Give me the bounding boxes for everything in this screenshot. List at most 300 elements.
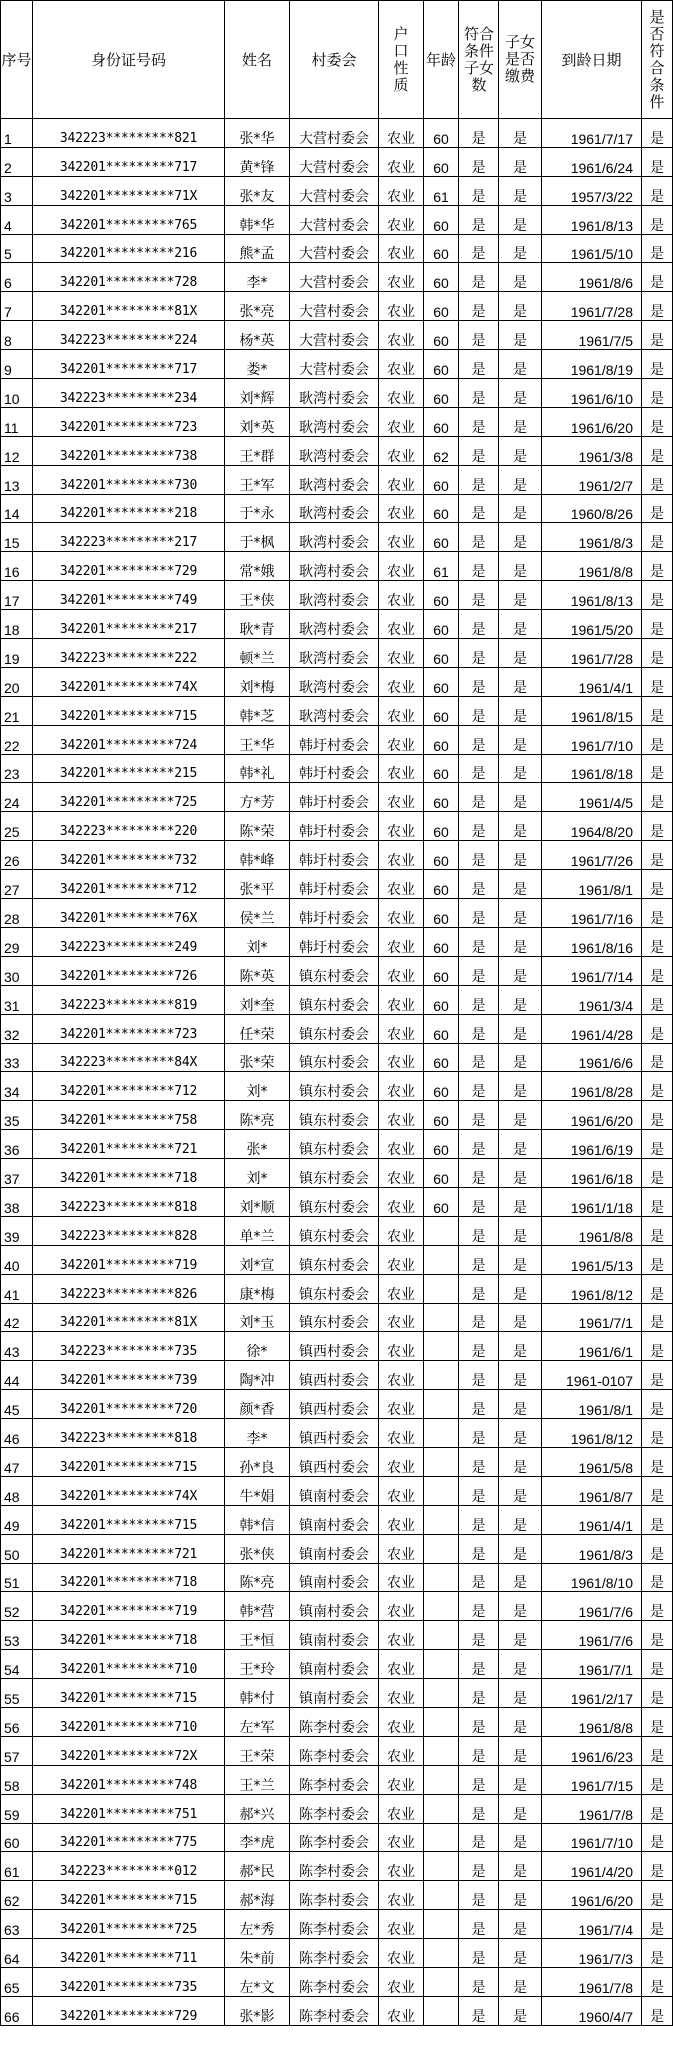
cell-qualified-children: 是 (459, 1332, 499, 1361)
cell-children-paid: 是 (499, 1187, 542, 1216)
cell-due-date: 1961/6/19 (542, 1130, 642, 1159)
cell-children-paid: 是 (499, 1852, 542, 1881)
cell-village: 韩圩村委会 (290, 899, 379, 928)
cell-qualified-children: 是 (459, 581, 499, 610)
cell-id-number: 342201*********715 (33, 1881, 225, 1910)
cell-age (424, 1823, 459, 1852)
cell-due-date: 1961/6/20 (542, 1881, 642, 1910)
cell-due-date: 1961/8/8 (542, 552, 642, 581)
cell-qualified-children: 是 (459, 379, 499, 408)
cell-household-type: 农业 (379, 581, 424, 610)
cell-village: 陈李村委会 (290, 1736, 379, 1765)
cell-qualified-children: 是 (459, 407, 499, 436)
cell-name: 韩*礼 (225, 754, 290, 783)
cell-age (424, 1505, 459, 1534)
cell-children-paid: 是 (499, 812, 542, 841)
cell-household-type: 农业 (379, 927, 424, 956)
cell-eligible: 是 (642, 1765, 673, 1794)
table-row (1, 696, 673, 725)
cell-age: 60 (424, 581, 459, 610)
cell-children-paid: 是 (499, 1679, 542, 1708)
cell-due-date: 1961/7/1 (542, 1650, 642, 1679)
cell-children-paid: 是 (499, 436, 542, 465)
cell-name: 郝*海 (225, 1881, 290, 1910)
cell-eligible: 是 (642, 1823, 673, 1852)
cell-household-type: 农业 (379, 234, 424, 263)
cell-age (424, 1881, 459, 1910)
cell-eligible: 是 (642, 956, 673, 985)
cell-children-paid: 是 (499, 1563, 542, 1592)
header-due-date: 到龄日期 (542, 1, 642, 119)
cell-due-date: 1961/7/8 (542, 1968, 642, 1997)
table-row (1, 1390, 673, 1419)
cell-household-type: 农业 (379, 1159, 424, 1188)
cell-age (424, 1939, 459, 1968)
cell-age: 60 (424, 1072, 459, 1101)
cell-children-paid: 是 (499, 1794, 542, 1823)
cell-village: 大营村委会 (290, 176, 379, 205)
cell-eligible: 是 (642, 379, 673, 408)
cell-name: 娄* (225, 350, 290, 379)
cell-qualified-children: 是 (459, 1823, 499, 1852)
header-eligible-label: 是否符合条件 (649, 7, 665, 111)
cell-age: 60 (424, 927, 459, 956)
cell-children-paid: 是 (499, 465, 542, 494)
cell-name: 李* (225, 1419, 290, 1448)
cell-eligible: 是 (642, 1707, 673, 1736)
cell-id-number: 342201*********729 (33, 1996, 225, 2025)
cell-qualified-children: 是 (459, 610, 499, 639)
cell-due-date: 1961/8/3 (542, 523, 642, 552)
cell-children-paid: 是 (499, 1968, 542, 1997)
cell-index: 36 (1, 1130, 33, 1159)
cell-village: 镇东村委会 (290, 1274, 379, 1303)
cell-index: 52 (1, 1592, 33, 1621)
cell-id-number: 342201*********729 (33, 552, 225, 581)
cell-id-number: 342223*********821 (33, 119, 225, 148)
cell-id-number: 342223*********217 (33, 523, 225, 552)
cell-qualified-children: 是 (459, 1765, 499, 1794)
cell-eligible: 是 (642, 1563, 673, 1592)
cell-children-paid: 是 (499, 581, 542, 610)
cell-qualified-children: 是 (459, 1419, 499, 1448)
cell-village: 镇西村委会 (290, 1332, 379, 1361)
cell-eligible: 是 (642, 234, 673, 263)
cell-children-paid: 是 (499, 899, 542, 928)
cell-due-date: 1961/8/19 (542, 350, 642, 379)
cell-household-type: 农业 (379, 899, 424, 928)
cell-name: 陈*荣 (225, 812, 290, 841)
cell-due-date: 1961/8/28 (542, 1072, 642, 1101)
cell-qualified-children: 是 (459, 523, 499, 552)
cell-children-paid: 是 (499, 350, 542, 379)
cell-due-date: 1961/4/1 (542, 667, 642, 696)
cell-name: 张*友 (225, 176, 290, 205)
cell-due-date: 1961/8/8 (542, 1216, 642, 1245)
table-row (1, 1968, 673, 1997)
table-row (1, 147, 673, 176)
cell-age (424, 1592, 459, 1621)
cell-eligible: 是 (642, 812, 673, 841)
cell-children-paid: 是 (499, 1447, 542, 1476)
cell-qualified-children: 是 (459, 552, 499, 581)
cell-index: 9 (1, 350, 33, 379)
cell-due-date: 1961/6/6 (542, 1043, 642, 1072)
cell-household-type: 农业 (379, 119, 424, 148)
cell-children-paid: 是 (499, 639, 542, 668)
cell-children-paid: 是 (499, 1621, 542, 1650)
table-row (1, 985, 673, 1014)
cell-index: 14 (1, 494, 33, 523)
cell-eligible: 是 (642, 841, 673, 870)
cell-id-number: 342201*********718 (33, 1621, 225, 1650)
cell-household-type: 农业 (379, 1707, 424, 1736)
cell-eligible: 是 (642, 639, 673, 668)
cell-index: 19 (1, 639, 33, 668)
cell-name: 刘* (225, 927, 290, 956)
cell-id-number: 342201*********715 (33, 1447, 225, 1476)
table-row (1, 205, 673, 234)
table-row (1, 870, 673, 899)
table-row (1, 1505, 673, 1534)
cell-village: 陈李村委会 (290, 1968, 379, 1997)
cell-due-date: 1961-0107 (542, 1361, 642, 1390)
cell-village: 大营村委会 (290, 234, 379, 263)
cell-id-number: 342201*********726 (33, 956, 225, 985)
cell-age: 60 (424, 899, 459, 928)
cell-children-paid: 是 (499, 870, 542, 899)
cell-qualified-children: 是 (459, 176, 499, 205)
cell-name: 张*华 (225, 119, 290, 148)
cell-village: 镇南村委会 (290, 1679, 379, 1708)
cell-index: 5 (1, 234, 33, 263)
cell-name: 王*群 (225, 436, 290, 465)
cell-due-date: 1964/8/20 (542, 812, 642, 841)
table-row (1, 176, 673, 205)
table-row (1, 639, 673, 668)
cell-due-date: 1961/5/10 (542, 234, 642, 263)
cell-household-type: 农业 (379, 1563, 424, 1592)
cell-household-type: 农业 (379, 956, 424, 985)
cell-village: 耿湾村委会 (290, 407, 379, 436)
cell-children-paid: 是 (499, 1390, 542, 1419)
cell-eligible: 是 (642, 465, 673, 494)
cell-age (424, 1274, 459, 1303)
table-row (1, 1794, 673, 1823)
cell-household-type: 农业 (379, 667, 424, 696)
header-row (1, 1, 673, 119)
cell-qualified-children: 是 (459, 1130, 499, 1159)
cell-age (424, 1765, 459, 1794)
cell-household-type: 农业 (379, 1852, 424, 1881)
cell-index: 28 (1, 899, 33, 928)
cell-children-paid: 是 (499, 407, 542, 436)
cell-qualified-children: 是 (459, 1881, 499, 1910)
cell-name: 李*虎 (225, 1823, 290, 1852)
cell-due-date: 1961/8/18 (542, 754, 642, 783)
cell-eligible: 是 (642, 321, 673, 350)
cell-index: 53 (1, 1621, 33, 1650)
cell-age: 60 (424, 465, 459, 494)
table-row (1, 1563, 673, 1592)
cell-name: 顿*兰 (225, 639, 290, 668)
table-row (1, 812, 673, 841)
table-row (1, 1159, 673, 1188)
table-row (1, 610, 673, 639)
cell-index: 20 (1, 667, 33, 696)
cell-children-paid: 是 (499, 1303, 542, 1332)
cell-name: 王*侠 (225, 581, 290, 610)
table-row (1, 1736, 673, 1765)
cell-age (424, 1621, 459, 1650)
cell-qualified-children: 是 (459, 870, 499, 899)
cell-village: 镇东村委会 (290, 1303, 379, 1332)
table-row (1, 956, 673, 985)
cell-due-date: 1960/4/7 (542, 1996, 642, 2025)
cell-eligible: 是 (642, 783, 673, 812)
cell-due-date: 1961/7/8 (542, 1794, 642, 1823)
table-row (1, 1939, 673, 1968)
cell-index: 29 (1, 927, 33, 956)
cell-id-number: 342201*********712 (33, 870, 225, 899)
cell-eligible: 是 (642, 1101, 673, 1130)
cell-name: 单*兰 (225, 1216, 290, 1245)
cell-children-paid: 是 (499, 321, 542, 350)
cell-id-number: 342201*********725 (33, 1910, 225, 1939)
cell-qualified-children: 是 (459, 1447, 499, 1476)
cell-eligible: 是 (642, 1505, 673, 1534)
cell-name: 杨*英 (225, 321, 290, 350)
cell-village: 陈李村委会 (290, 1794, 379, 1823)
table-row (1, 725, 673, 754)
cell-id-number: 342201*********215 (33, 754, 225, 783)
table-row (1, 1187, 673, 1216)
cell-index: 32 (1, 1014, 33, 1043)
header-qualified-children (459, 1, 499, 119)
cell-index: 61 (1, 1852, 33, 1881)
cell-eligible: 是 (642, 1939, 673, 1968)
cell-index: 56 (1, 1707, 33, 1736)
cell-due-date: 1961/2/17 (542, 1679, 642, 1708)
cell-household-type: 农业 (379, 1939, 424, 1968)
cell-household-type: 农业 (379, 523, 424, 552)
cell-age: 60 (424, 985, 459, 1014)
cell-village: 镇南村委会 (290, 1621, 379, 1650)
cell-id-number: 342201*********735 (33, 1968, 225, 1997)
cell-index: 13 (1, 465, 33, 494)
cell-age (424, 1996, 459, 2025)
cell-children-paid: 是 (499, 234, 542, 263)
cell-name: 孙*良 (225, 1447, 290, 1476)
header-household-type (379, 1, 424, 119)
table-row (1, 1072, 673, 1101)
table-row (1, 1101, 673, 1130)
header-village: 村委会 (290, 1, 379, 119)
cell-household-type: 农业 (379, 1187, 424, 1216)
cell-village: 耿湾村委会 (290, 379, 379, 408)
table-row (1, 1996, 673, 2025)
cell-index: 41 (1, 1274, 33, 1303)
cell-age (424, 1707, 459, 1736)
cell-children-paid: 是 (499, 1419, 542, 1448)
cell-children-paid: 是 (499, 119, 542, 148)
table-row (1, 1361, 673, 1390)
cell-qualified-children: 是 (459, 1968, 499, 1997)
cell-household-type: 农业 (379, 610, 424, 639)
table-row (1, 379, 673, 408)
cell-qualified-children: 是 (459, 1910, 499, 1939)
cell-household-type: 农业 (379, 1274, 424, 1303)
cell-household-type: 农业 (379, 1968, 424, 1997)
cell-age: 60 (424, 119, 459, 148)
cell-village: 陈李村委会 (290, 1707, 379, 1736)
table-row (1, 1014, 673, 1043)
cell-qualified-children: 是 (459, 1274, 499, 1303)
cell-age: 60 (424, 234, 459, 263)
cell-village: 耿湾村委会 (290, 552, 379, 581)
cell-name: 侯*兰 (225, 899, 290, 928)
cell-index: 10 (1, 379, 33, 408)
cell-due-date: 1961/6/20 (542, 1101, 642, 1130)
cell-id-number: 342201*********725 (33, 783, 225, 812)
table-row (1, 552, 673, 581)
cell-name: 刘*宣 (225, 1245, 290, 1274)
cell-children-paid: 是 (499, 1159, 542, 1188)
cell-due-date: 1961/7/17 (542, 119, 642, 148)
cell-qualified-children: 是 (459, 639, 499, 668)
cell-qualified-children: 是 (459, 1187, 499, 1216)
cell-due-date: 1961/6/20 (542, 407, 642, 436)
cell-id-number: 342201*********748 (33, 1765, 225, 1794)
cell-index: 64 (1, 1939, 33, 1968)
cell-eligible: 是 (642, 1390, 673, 1419)
cell-due-date: 1961/7/4 (542, 1910, 642, 1939)
cell-eligible: 是 (642, 552, 673, 581)
cell-household-type: 农业 (379, 985, 424, 1014)
cell-id-number: 342201*********715 (33, 1505, 225, 1534)
cell-qualified-children: 是 (459, 783, 499, 812)
cell-eligible: 是 (642, 1159, 673, 1188)
cell-eligible: 是 (642, 263, 673, 292)
table-row (1, 263, 673, 292)
cell-eligible: 是 (642, 1130, 673, 1159)
cell-index: 42 (1, 1303, 33, 1332)
cell-children-paid: 是 (499, 1823, 542, 1852)
cell-village: 镇西村委会 (290, 1361, 379, 1390)
cell-qualified-children: 是 (459, 1736, 499, 1765)
cell-id-number: 342201*********738 (33, 436, 225, 465)
cell-eligible: 是 (642, 494, 673, 523)
cell-household-type: 农业 (379, 812, 424, 841)
cell-name: 王*恒 (225, 1621, 290, 1650)
cell-due-date: 1961/8/13 (542, 205, 642, 234)
cell-village: 韩圩村委会 (290, 783, 379, 812)
cell-qualified-children: 是 (459, 1072, 499, 1101)
cell-household-type: 农业 (379, 1014, 424, 1043)
cell-village: 镇东村委会 (290, 1187, 379, 1216)
table-row (1, 1043, 673, 1072)
cell-due-date: 1960/8/26 (542, 494, 642, 523)
cell-due-date: 1961/3/8 (542, 436, 642, 465)
cell-due-date: 1961/5/8 (542, 1447, 642, 1476)
cell-qualified-children: 是 (459, 263, 499, 292)
cell-village: 大营村委会 (290, 350, 379, 379)
cell-qualified-children: 是 (459, 119, 499, 148)
cell-age: 60 (424, 205, 459, 234)
cell-due-date: 1961/6/10 (542, 379, 642, 408)
cell-household-type: 农业 (379, 1130, 424, 1159)
cell-household-type: 农业 (379, 754, 424, 783)
cell-id-number: 342201*********76X (33, 899, 225, 928)
cell-name: 刘*梅 (225, 667, 290, 696)
cell-id-number: 342201*********719 (33, 1592, 225, 1621)
cell-name: 李* (225, 263, 290, 292)
cell-children-paid: 是 (499, 783, 542, 812)
cell-name: 张*荣 (225, 1043, 290, 1072)
cell-age: 60 (424, 1043, 459, 1072)
cell-qualified-children: 是 (459, 841, 499, 870)
cell-eligible: 是 (642, 1621, 673, 1650)
table-row (1, 1303, 673, 1332)
cell-age: 60 (424, 407, 459, 436)
cell-village: 大营村委会 (290, 119, 379, 148)
cell-age: 60 (424, 610, 459, 639)
cell-index: 17 (1, 581, 33, 610)
cell-index: 27 (1, 870, 33, 899)
cell-village: 耿湾村委会 (290, 581, 379, 610)
cell-id-number: 342201*********723 (33, 1014, 225, 1043)
cell-age: 60 (424, 1187, 459, 1216)
cell-id-number: 342201*********749 (33, 581, 225, 610)
cell-name: 刘*英 (225, 407, 290, 436)
cell-eligible: 是 (642, 1187, 673, 1216)
cell-household-type: 农业 (379, 292, 424, 321)
cell-name: 康*梅 (225, 1274, 290, 1303)
cell-name: 耿*青 (225, 610, 290, 639)
cell-due-date: 1961/8/1 (542, 870, 642, 899)
cell-eligible: 是 (642, 1996, 673, 2025)
cell-name: 郝*民 (225, 1852, 290, 1881)
cell-children-paid: 是 (499, 292, 542, 321)
cell-due-date: 1957/3/22 (542, 176, 642, 205)
cell-id-number: 342201*********74X (33, 667, 225, 696)
cell-due-date: 1961/8/16 (542, 927, 642, 956)
cell-eligible: 是 (642, 292, 673, 321)
cell-due-date: 1961/8/8 (542, 1707, 642, 1736)
cell-age (424, 1852, 459, 1881)
cell-eligible: 是 (642, 205, 673, 234)
cell-household-type: 农业 (379, 1794, 424, 1823)
cell-id-number: 342223*********826 (33, 1274, 225, 1303)
table-row (1, 1274, 673, 1303)
cell-qualified-children: 是 (459, 1245, 499, 1274)
table-row (1, 927, 673, 956)
cell-age (424, 1476, 459, 1505)
table-row (1, 1679, 673, 1708)
cell-id-number: 342201*********718 (33, 1159, 225, 1188)
cell-eligible: 是 (642, 1361, 673, 1390)
cell-age (424, 1910, 459, 1939)
cell-id-number: 342223*********012 (33, 1852, 225, 1881)
cell-id-number: 342223*********84X (33, 1043, 225, 1072)
cell-children-paid: 是 (499, 1939, 542, 1968)
cell-eligible: 是 (642, 350, 673, 379)
cell-household-type: 农业 (379, 1476, 424, 1505)
cell-index: 44 (1, 1361, 33, 1390)
cell-name: 颜*香 (225, 1390, 290, 1419)
cell-children-paid: 是 (499, 1274, 542, 1303)
cell-village: 镇东村委会 (290, 1130, 379, 1159)
